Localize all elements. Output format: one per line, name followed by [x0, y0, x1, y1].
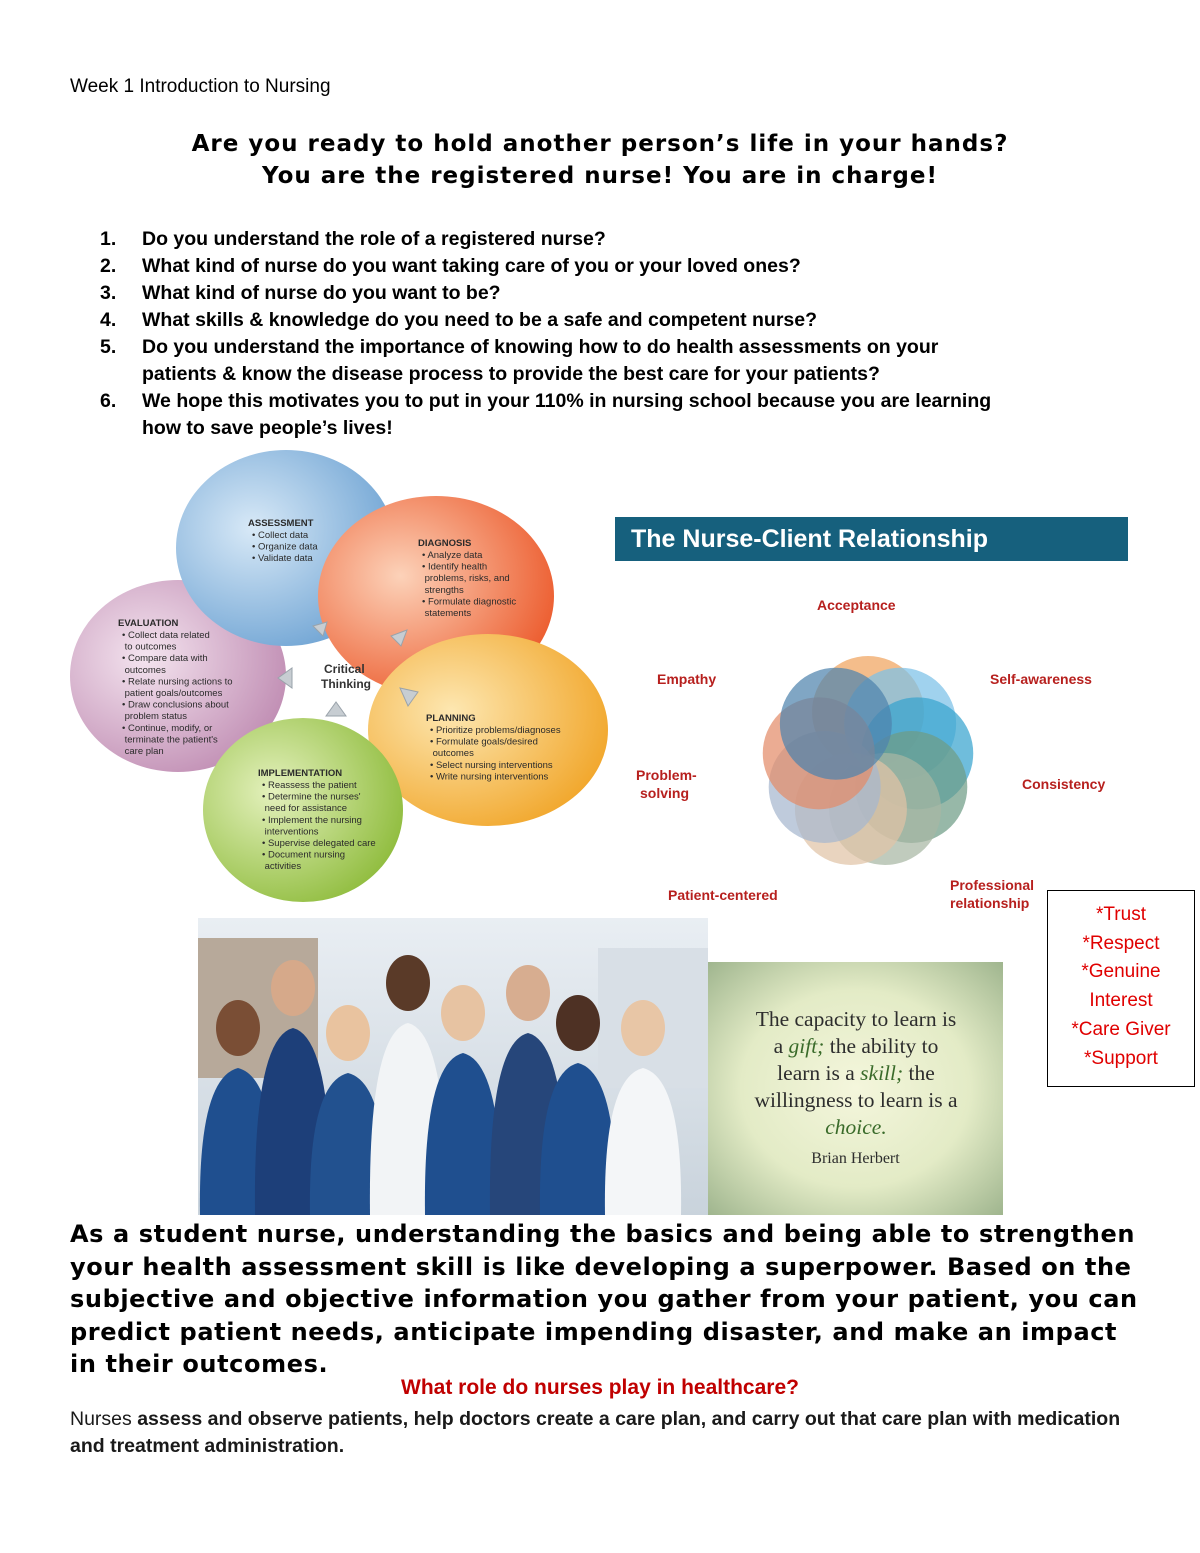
assessment-text: ASSESSMENT • Collect data • Organize data • Validate data — [248, 518, 318, 565]
value-item: Interest — [1089, 990, 1153, 1012]
label-patient-centered: Patient-centered — [668, 887, 778, 903]
question-number: 4. — [100, 309, 117, 331]
arrow-icon — [326, 702, 346, 716]
critical-thinking-label: Critical Thinking — [321, 662, 371, 691]
quote-line: willingness to learn is a — [754, 1088, 958, 1112]
quote-line: The capacity to learn is — [755, 1007, 957, 1031]
question-item — [100, 280, 1120, 307]
label-professional-relationship: Professional relationship — [950, 877, 1035, 911]
diagnosis-text: DIAGNOSIS • Analyze data • Identify health problems, risks, and strengths • Formulate diagnostic statements — [418, 538, 517, 619]
person-head — [506, 965, 550, 1021]
document-header: Week 1 Introduction to Nursing — [70, 76, 331, 97]
question-item — [100, 388, 1120, 442]
quote-author: Brian Herbert — [811, 1150, 900, 1167]
value-item: *Trust — [1096, 904, 1146, 925]
person-head — [216, 1000, 260, 1056]
quote-line: choice. — [825, 1115, 887, 1139]
question-text: We hope this motivates you to put in your 110% in nursing school because you are learning how to save people’s lives! — [142, 390, 992, 439]
question-text: What skills & knowledge do you need to be a safe and competent nurse? — [142, 309, 818, 331]
question-text: Do you understand the role of a registered nurse? — [142, 228, 606, 250]
value-item: *Genuine — [1081, 961, 1161, 983]
question-text: Do you understand the importance of knowing how to do health assessments on your patients & know the disease process to provide the best care for your patients? — [142, 336, 939, 385]
role-answer-paragraph: Nurses assess and observe patients, help doctors create a care plan, and carry out that care plan with medication and treatment administration. — [70, 1408, 1121, 1457]
quote-line: a gift; the ability to — [773, 1034, 939, 1058]
question-item — [100, 253, 1120, 280]
question-item — [100, 307, 1120, 334]
person-head — [621, 1000, 665, 1056]
question-item — [100, 334, 1120, 388]
value-item: *Support — [1084, 1047, 1158, 1069]
role-question-heading: What role do nurses play in healthcare? — [401, 1376, 799, 1399]
question-number: 3. — [100, 282, 117, 304]
relationship-title: The Nurse-Client Relationship — [615, 517, 1128, 561]
person-head — [271, 960, 315, 1016]
question-list — [100, 226, 1120, 442]
value-item: *Care Giver — [1071, 1018, 1171, 1040]
label-consistency: Consistency — [1022, 776, 1106, 792]
question-number: 5. — [100, 336, 117, 358]
relationship-venn — [612, 505, 1132, 915]
question-item — [100, 226, 1120, 253]
quote-line: learn is a skill; the — [777, 1061, 935, 1085]
question-number: 6. — [100, 390, 117, 412]
label-acceptance: Acceptance — [817, 597, 896, 613]
person-head — [556, 995, 600, 1051]
headline-line-1: Are you ready to hold another person’s life in your hands? — [191, 131, 1009, 157]
label-self-awareness: Self-awareness — [990, 671, 1092, 687]
planning-text: PLANNING • Prioritize problems/diagnoses • Formulate goals/desired outcomes • Select nursing interventions • Write nursing interventions — [426, 713, 561, 783]
question-text: What kind of nurse do you want to be? — [142, 282, 501, 304]
person-head — [386, 955, 430, 1011]
nursing-process-diagram — [68, 448, 608, 910]
label-empathy: Empathy — [657, 671, 717, 687]
label-problem-solving: Problem- solving — [636, 767, 697, 801]
headline-line-2: You are the registered nurse! You are in charge! — [262, 163, 938, 189]
nurses-group-photo — [198, 918, 708, 1215]
person-head — [441, 985, 485, 1041]
implementation-text: IMPLEMENTATION • Reassess the patient • Determine the nurses' need for assistance • Implement the nursing interventions • Supervise delegated care • Document nursing activities — [258, 768, 376, 873]
quote-text — [720, 1006, 992, 1141]
values-box — [1047, 890, 1195, 1087]
value-item: *Respect — [1082, 932, 1160, 954]
question-number: 1. — [100, 228, 117, 250]
person-head — [326, 1005, 370, 1061]
superpower-paragraph: As a student nurse, understanding the basics and being able to strengthen your health assessment skill is like developing a superpower. Based on the subjective and objective information you gather from your patient, you can predict patient needs, anticipate impending disaster, and make an impact in their outcomes. — [70, 1220, 1138, 1378]
venn-petal — [780, 668, 892, 780]
evaluation-text: EVALUATION • Collect data related to outcomes • Compare data with outcomes • Relate nursing actions to patient goals/outcomes • Draw conclusions about problem status • Continue, modify, or terminate the patient's care plan — [118, 618, 233, 757]
question-number: 2. — [100, 255, 117, 277]
question-text: What kind of nurse do you want taking care of you or your loved ones? — [142, 255, 801, 277]
